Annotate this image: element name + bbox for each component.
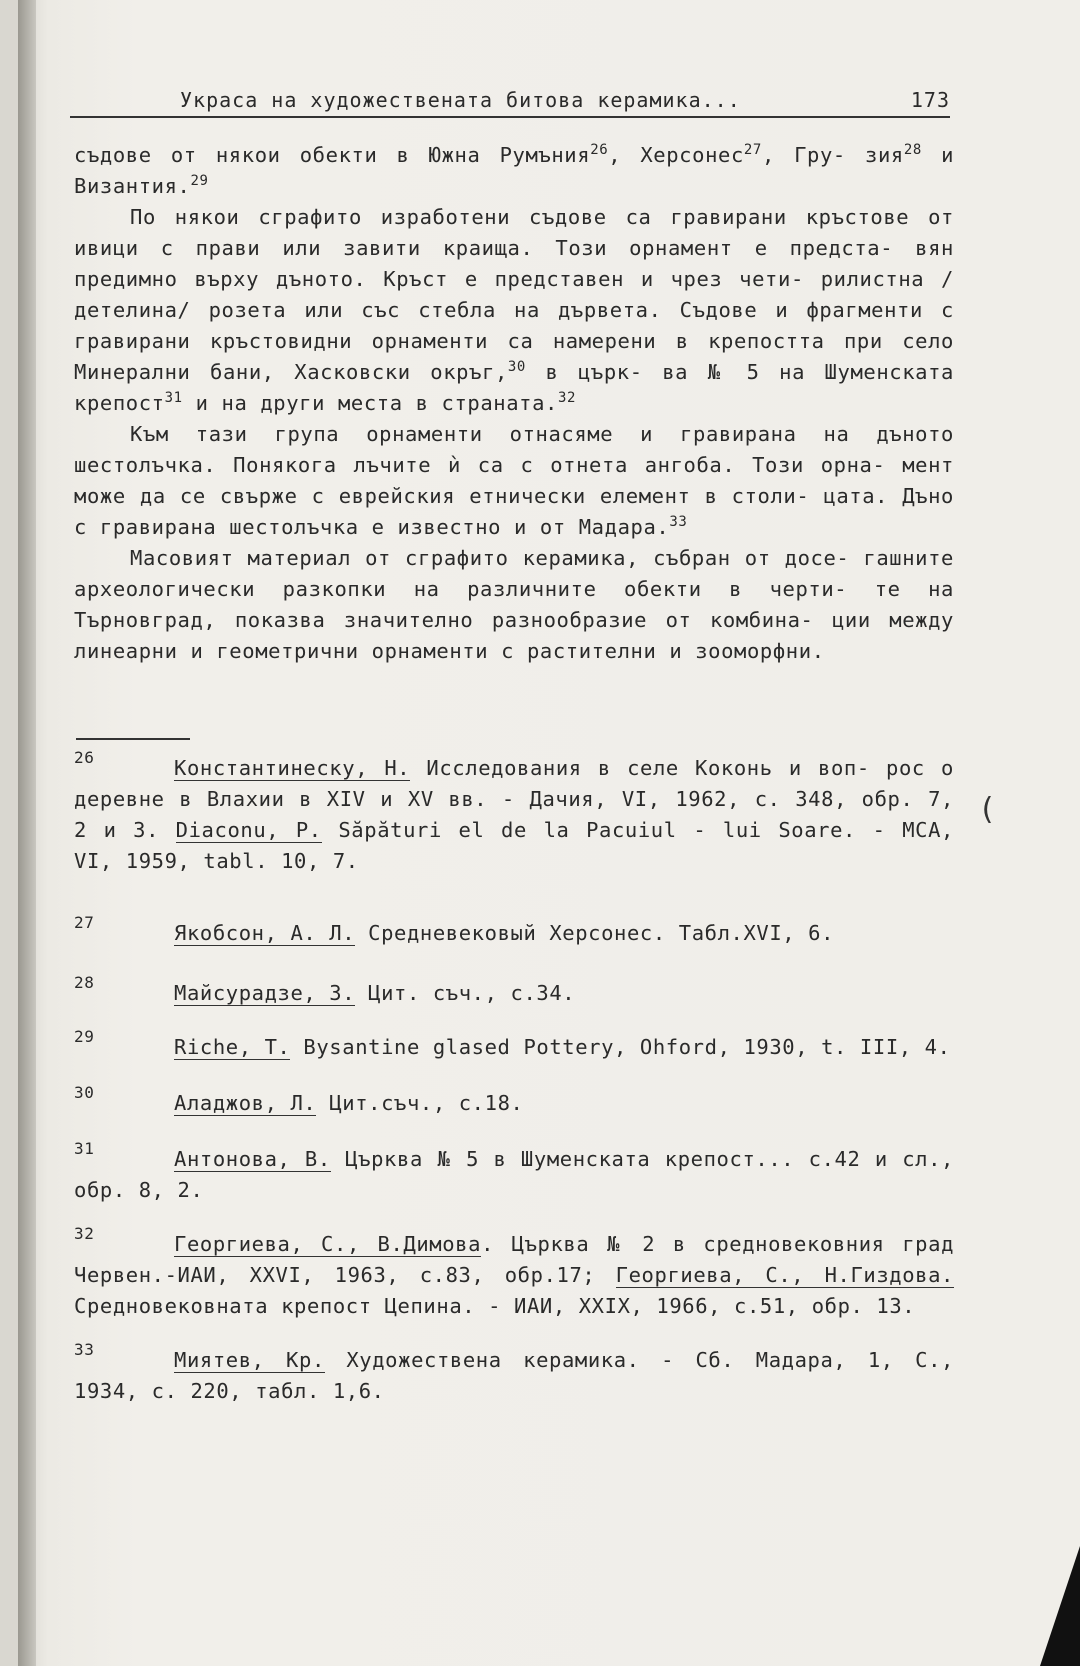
page bbox=[18, 0, 1080, 1666]
footnote-33: 33 Миятев, Кр. Художествена керамика. - Сб. Мадара, 1, С., 1934, с. 220, табл. 1,6. bbox=[74, 1340, 954, 1403]
margin-bracket: ( bbox=[978, 792, 997, 827]
footnote-28: 28 Майсурадзе, З. Цит. съч., с.34. bbox=[74, 973, 576, 1005]
body-text bbox=[74, 140, 954, 667]
running-title: Украса на художествената битова керамика... bbox=[180, 88, 741, 112]
paragraph-3: Към тази група орнаменти отнасяме и гравирана на дъното шестолъчка. Понякога лъчите ѝ са с отнета ангоба. Този орна- мент може да се свърже с еврейския етнически елемент в столи- цата. Дъно с гравирана шестолъчка е известно и от Мадара.$^{33}$ bbox=[74, 422, 954, 539]
footnote-26: 26 Константинеску, Н. Исследования в селе Коконь и воп- рос о деревне в Влахии в XIV и XV вв. - Дачия, VI, 1962, с. 348, обр. 7, 2 и 3. Diaconu, P. Săpături el de la Pacuiul - lui Soare. - MCA, VI, 1959, tabl. 10, 7. bbox=[74, 748, 954, 873]
footnote-27: 27 Якобсон, А. Л. Средневековый Херсонес. Табл.XVI, 6. bbox=[74, 913, 835, 945]
footnote-30: 30 Аладжов, Л. Цит.съч., с.18. bbox=[74, 1083, 524, 1115]
dark-corner bbox=[1040, 1546, 1080, 1666]
footnote-rule bbox=[76, 738, 190, 740]
footnote-32: 32 Георгиева, С., В.Димова. Църква № 2 в средновековния град Червен.-ИАИ, XXVI, 1963, с.83, обр.17; Георгиева, С., Н.Гиздова. Средновековната крепост Цепина. - ИАИ, XXIX, 1966, с.51, обр. 13. bbox=[74, 1224, 955, 1318]
footnotes bbox=[74, 742, 954, 1407]
footnote-31: 31 Антонова, В. Църква № 5 в Шуменската крепост... с.42 и сл., обр. 8, 2. bbox=[74, 1139, 954, 1202]
paragraph-1: съдове от някои обекти в Южна Румъния$^{26}$, Херсонес$^{27}$, Гру- зия$^{28}$ и Византия.$^{29}$ bbox=[74, 142, 955, 198]
paragraph-2: По някои сграфито изработени съдове са гравирани кръстове от ивици с прави или завити краища. Този орнамент е предста- вян предимно върху дъното. Кръст е представен и чрез чети- рилистна /детелина/ розета или със стебла на дървета. Съдове и фрагменти с гравирани кръстовидни орнаменти са намерени в крепостта при село Минерални бани, Хасковски окръг,$^{30}$ в църк- ва № 5 на Шуменската крепост$^{31}$ и на други места в страната.$^{32}$ bbox=[74, 205, 954, 415]
running-header bbox=[70, 88, 950, 118]
footnote-29: 29 Riche, T. Bysantine glased Pottery, Ohford, 1930, t. III, 4. bbox=[74, 1027, 951, 1059]
page-edge bbox=[18, 0, 36, 1666]
page-number: 173 bbox=[910, 88, 950, 112]
paragraph-4: Масовият материал от сграфито керамика, събран от досе- гашните археологически разкопки на различните обекти в черти- те на Търновград, показва значително разнообразие от комбина- ции между линеарни и геометрични орнаменти с растителни и зооморфни. bbox=[74, 546, 954, 663]
